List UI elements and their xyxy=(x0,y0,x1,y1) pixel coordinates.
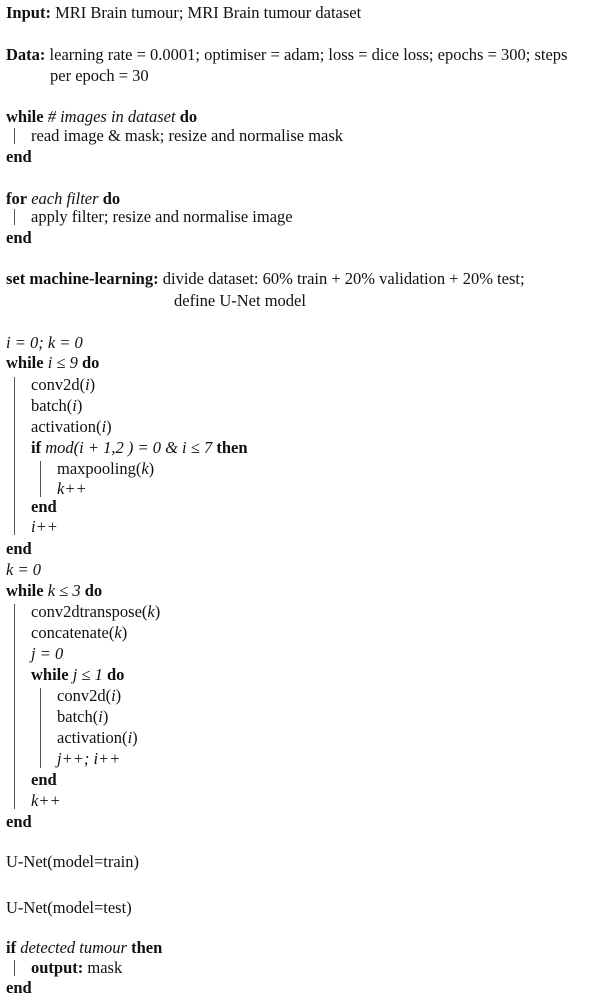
block-bar xyxy=(14,128,15,144)
while-images xyxy=(6,107,197,127)
kw: do xyxy=(106,665,125,684)
conv2dtranspose-line xyxy=(31,602,160,622)
cond: i ≤ 9 xyxy=(47,353,78,372)
kw: while xyxy=(6,107,44,126)
output-label: output: xyxy=(31,958,84,977)
var: i xyxy=(72,396,77,415)
text: ) xyxy=(89,375,96,394)
text: j++; i++ xyxy=(57,749,121,768)
if-line xyxy=(31,438,248,458)
kw: while xyxy=(6,353,44,372)
var: i xyxy=(98,707,103,726)
text: activation( xyxy=(57,728,128,747)
init-ik xyxy=(6,333,83,353)
cond: # images in dataset xyxy=(47,107,176,126)
i-inc xyxy=(31,517,58,537)
apply-line xyxy=(31,207,293,227)
text: j = 0 xyxy=(31,644,64,663)
end-kw: end xyxy=(6,812,32,831)
output-value: mask xyxy=(87,958,123,977)
text: k++ xyxy=(31,791,61,810)
setml-label: set machine-learning: xyxy=(6,269,159,288)
kw: then xyxy=(216,438,248,457)
concatenate-line xyxy=(31,623,127,643)
text: i++ xyxy=(31,517,58,536)
var: i xyxy=(85,375,90,394)
init: i = 0; k = 0 xyxy=(6,333,83,352)
text: U-Net(model=test) xyxy=(6,898,132,917)
text: ) xyxy=(121,623,128,642)
data-line2 xyxy=(50,66,149,86)
end-while xyxy=(6,812,32,832)
end-kw: end xyxy=(31,770,57,789)
maxpooling-line xyxy=(57,459,154,479)
kw: if xyxy=(31,438,42,457)
text: ) xyxy=(106,417,112,436)
while-k xyxy=(6,581,102,601)
body: apply filter; resize and normalise image xyxy=(31,207,293,226)
block-bar xyxy=(40,461,41,497)
cond: mod(i + 1,2 ) = 0 & i ≤ 7 xyxy=(45,438,213,457)
text: ) xyxy=(102,707,109,726)
cond: each filter xyxy=(31,189,99,208)
text: batch( xyxy=(57,707,99,726)
block-bar xyxy=(14,960,15,976)
j-i-inc xyxy=(57,749,120,769)
data-text: learning rate = 0.0001; optimiser = adam; loss = dice loss; epochs = 300; steps xyxy=(49,45,568,64)
text: conv2d( xyxy=(31,375,86,394)
kw: then xyxy=(131,938,163,957)
input-line xyxy=(6,3,361,23)
activation-line xyxy=(57,728,138,748)
kw: if xyxy=(6,938,17,957)
data-line xyxy=(6,45,567,65)
kw: do xyxy=(102,189,121,208)
batch-line xyxy=(57,707,108,727)
end-kw: end xyxy=(6,978,32,997)
kw: while xyxy=(31,665,69,684)
block-bar xyxy=(14,604,15,809)
while-i xyxy=(6,353,99,373)
kw: do xyxy=(179,107,198,126)
text: conv2d( xyxy=(57,686,112,705)
output-line xyxy=(31,958,122,978)
end-kw: end xyxy=(6,539,32,558)
text: batch( xyxy=(31,396,73,415)
end xyxy=(6,228,32,248)
text: ) xyxy=(148,459,155,478)
end-kw: end xyxy=(6,147,32,166)
var: i xyxy=(111,686,116,705)
j-init xyxy=(31,644,63,664)
kw: do xyxy=(84,581,103,600)
setml-line2 xyxy=(174,291,306,311)
end-kw: end xyxy=(6,228,32,247)
text: ) xyxy=(115,686,122,705)
for-filter xyxy=(6,189,120,209)
kw: while xyxy=(6,581,44,600)
cond: k ≤ 3 xyxy=(47,581,81,600)
k-inc xyxy=(31,791,61,811)
end xyxy=(6,147,32,167)
cond: j ≤ 1 xyxy=(72,665,103,684)
batch-line xyxy=(31,396,82,416)
activation-line xyxy=(31,417,112,437)
var: k xyxy=(141,459,149,478)
block-bar xyxy=(14,377,15,535)
read-line xyxy=(31,126,343,146)
text: ) xyxy=(132,728,138,747)
text: conv2dtranspose( xyxy=(31,602,148,621)
k-inc xyxy=(57,479,87,499)
kw: do xyxy=(81,353,100,372)
setml-text-2: define U-Net model xyxy=(174,291,306,310)
k-reset xyxy=(6,560,41,580)
end-inner xyxy=(31,770,57,790)
while-j xyxy=(31,665,124,685)
set-ml xyxy=(6,269,525,289)
data-text-2: per epoch = 30 xyxy=(50,66,149,85)
var: k xyxy=(114,623,122,642)
text: k = 0 xyxy=(6,560,41,579)
conv2d-line xyxy=(31,375,95,395)
unet-train xyxy=(6,852,139,872)
unet-test xyxy=(6,898,132,918)
text: U-Net(model=train) xyxy=(6,852,140,871)
text: maxpooling( xyxy=(57,459,142,478)
text: k++ xyxy=(57,479,87,498)
text: concatenate( xyxy=(31,623,115,642)
end-kw: end xyxy=(31,497,57,516)
text: ) xyxy=(154,602,161,621)
setml-text: divide dataset: 60% train + 20% validation + 20% test; xyxy=(162,269,525,288)
if-detected xyxy=(6,938,162,958)
var: i xyxy=(127,728,133,747)
var: i xyxy=(101,417,107,436)
end-if xyxy=(31,497,57,517)
text: activation( xyxy=(31,417,102,436)
input-text: MRI Brain tumour; MRI Brain tumour dataset xyxy=(55,3,362,22)
data-label: Data: xyxy=(6,45,46,64)
text: ) xyxy=(76,396,83,415)
end-while xyxy=(6,539,32,559)
cond: detected tumour xyxy=(20,938,127,957)
block-bar xyxy=(40,688,41,768)
input-label: Input: xyxy=(6,3,51,22)
body: read image & mask; resize and normalise mask xyxy=(31,126,344,145)
conv2d-line xyxy=(57,686,121,706)
var: k xyxy=(147,602,155,621)
block-bar xyxy=(14,209,15,225)
end-if xyxy=(6,978,32,998)
kw: for xyxy=(6,189,28,208)
